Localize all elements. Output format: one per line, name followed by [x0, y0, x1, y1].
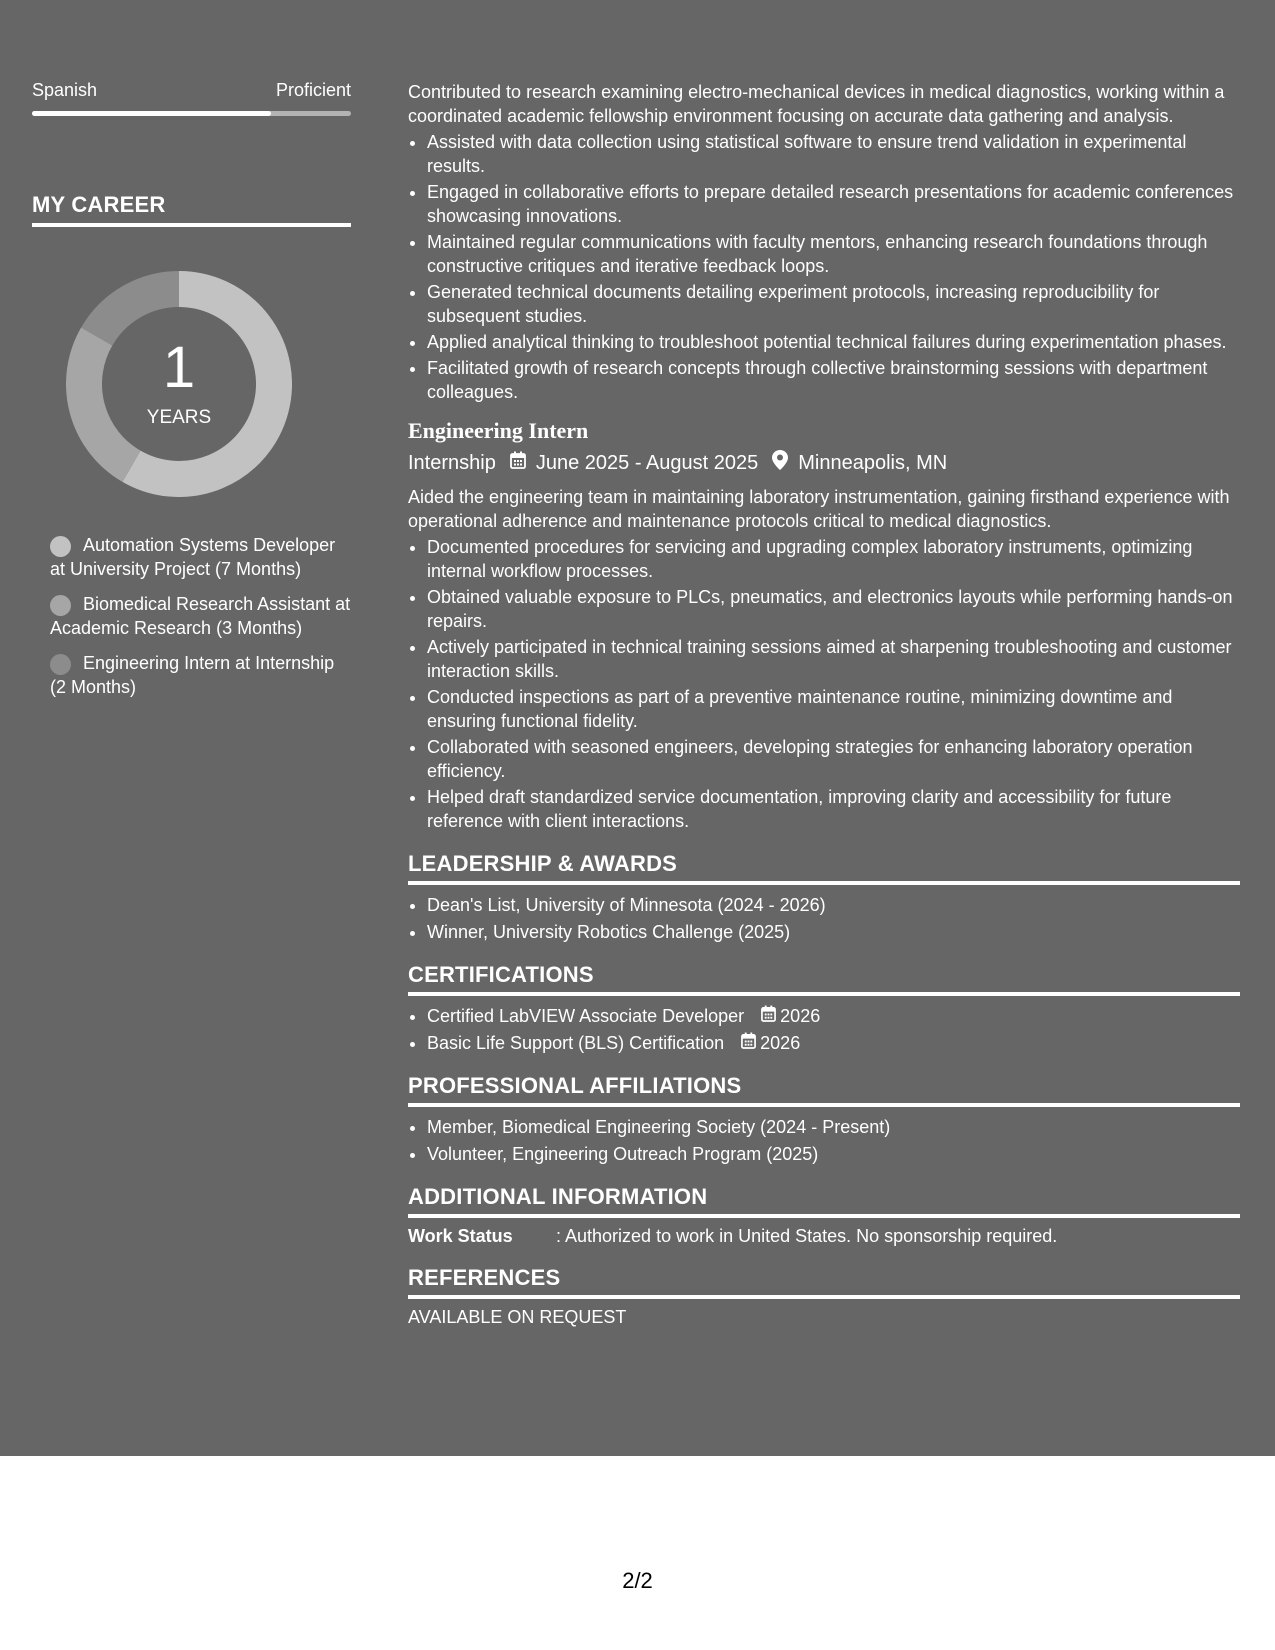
bullet-item: • Assisted with data collection using statistical software to ensure trend validation in experimental results.: [427, 130, 1240, 178]
section-divider: [408, 992, 1240, 996]
career-legend-item: [50, 651, 351, 699]
section-divider: [408, 1103, 1240, 1107]
career-legend-item: [50, 592, 351, 640]
certifications-list: [408, 1004, 1240, 1055]
research-description: Contributed to research examining electro-mechanical devices in medical diagnostics, working within a coordinated academic fellowship environment focusing on accurate data gathering and analysis.: [408, 82, 1225, 126]
certification-name: Basic Life Support (BLS) Certification: [427, 1033, 725, 1053]
bullet-item: • Actively participated in technical training sessions aimed at sharpening troubleshooting and customer interaction skills.: [427, 635, 1240, 683]
section-divider: [408, 881, 1240, 885]
award-item: • Dean's List, University of Minnesota (2024 - 2026): [427, 893, 1240, 917]
career-legend: [32, 533, 351, 699]
additional-section-title: ADDITIONAL INFORMATION: [408, 1184, 708, 1209]
certification-year: 2026: [780, 1006, 821, 1026]
work-status-value: : Authorized to work in United States. No sponsorship required.: [556, 1226, 1058, 1246]
page-number: 2/2: [622, 1568, 653, 1593]
bullet-item: • Documented procedures for servicing and upgrading complex laboratory instruments, optimizing internal workflow processes.: [427, 535, 1240, 583]
career-donut-chart: [66, 271, 292, 497]
calendar-icon: [761, 1004, 776, 1028]
career-years-unit: YEARS: [146, 407, 212, 428]
career-legend-label: Biomedical Research Assistant at Academic Research (3 Months): [50, 594, 351, 638]
legend-dot: [50, 654, 71, 675]
certification-name: Certified LabVIEW Associate Developer: [427, 1006, 745, 1026]
bullet-item: • Generated technical documents detailing experiment protocols, increasing reproducibility for subsequent studies.: [427, 280, 1240, 328]
legend-dot: [50, 595, 71, 616]
bullet-item: • Facilitated growth of research concepts through collective brainstorming sessions with department colleagues.: [427, 356, 1240, 404]
main-content: [408, 80, 1240, 1328]
job-location: Minneapolis, MN: [798, 451, 948, 474]
references-section-title: REFERENCES: [408, 1265, 561, 1290]
section-divider: [408, 1214, 1240, 1218]
career-legend-item: [50, 533, 351, 581]
language-level: Proficient: [275, 80, 351, 100]
career-divider: [32, 223, 351, 227]
career-legend-label: Automation Systems Developer at University Project (7 Months): [50, 535, 336, 579]
certification-item: [427, 1031, 1240, 1055]
affiliations-list: [408, 1115, 1240, 1166]
job-meta: [408, 450, 1240, 476]
section-divider: [408, 1295, 1240, 1299]
bullet-item: • Collaborated with seasoned engineers, developing strategies for enhancing laboratory operation efficiency.: [427, 735, 1240, 783]
certifications-section-title: CERTIFICATIONS: [408, 962, 594, 987]
language-row: [32, 80, 351, 101]
language-level-fill: [32, 111, 271, 116]
internship-description: Aided the engineering team in maintaining laboratory instrumentation, gaining firsthand experience with operational adherence and maintenance protocols critical to medical diagnostics.: [408, 487, 1230, 531]
career-section-title: MY CAREER: [32, 192, 166, 217]
map-pin-icon: [772, 450, 788, 476]
calendar-icon: [510, 451, 526, 475]
work-status-row: [408, 1226, 1240, 1247]
affiliations-section-title: PROFESSIONAL AFFILIATIONS: [408, 1073, 742, 1098]
sidebar: [32, 80, 351, 710]
bullet-item: • Helped draft standardized service documentation, improving clarity and accessibility for future reference with client interactions.: [427, 785, 1240, 833]
bullet-item: • Obtained valuable exposure to PLCs, pneumatics, and electronics layouts while performing hands-on repairs.: [427, 585, 1240, 633]
leadership-list: [408, 893, 1240, 944]
bullet-item: • Applied analytical thinking to troubleshoot potential technical failures during experimentation phases.: [427, 330, 1240, 354]
affiliation-item: • Volunteer, Engineering Outreach Program (2025): [427, 1142, 1240, 1166]
affiliation-item: • Member, Biomedical Engineering Society (2024 - Present): [427, 1115, 1240, 1139]
certification-item: [427, 1004, 1240, 1028]
certification-year: 2026: [760, 1033, 801, 1053]
job-title: Engineering Intern: [408, 418, 589, 443]
research-bullets: [408, 130, 1240, 404]
language-level-bar: [32, 111, 351, 116]
language-name: Spanish: [32, 80, 98, 100]
leadership-section-title: LEADERSHIP & AWARDS: [408, 851, 678, 876]
bullet-item: • Conducted inspections as part of a preventive maintenance routine, minimizing downtime and ensuring functional fidelity.: [427, 685, 1240, 733]
bullet-item: • Engaged in collaborative efforts to prepare detailed research presentations for academic conferences showcasing innovations.: [427, 180, 1240, 228]
references-text: AVAILABLE ON REQUEST: [408, 1307, 627, 1327]
career-legend-label: Engineering Intern at Internship (2 Months): [50, 653, 335, 697]
legend-dot: [50, 536, 71, 557]
calendar-icon: [741, 1031, 756, 1055]
work-status-label: Work Status: [408, 1226, 513, 1246]
award-item: • Winner, University Robotics Challenge (2025): [427, 920, 1240, 944]
job-dates: June 2025 - August 2025: [535, 451, 759, 474]
job-company: Internship: [408, 451, 496, 474]
donut-center: [66, 271, 292, 497]
bullet-item: • Maintained regular communications with faculty mentors, enhancing research foundations through constructive critiques and iterative feedback loops.: [427, 230, 1240, 278]
career-years-number: 1: [162, 335, 196, 400]
internship-bullets: [408, 535, 1240, 833]
